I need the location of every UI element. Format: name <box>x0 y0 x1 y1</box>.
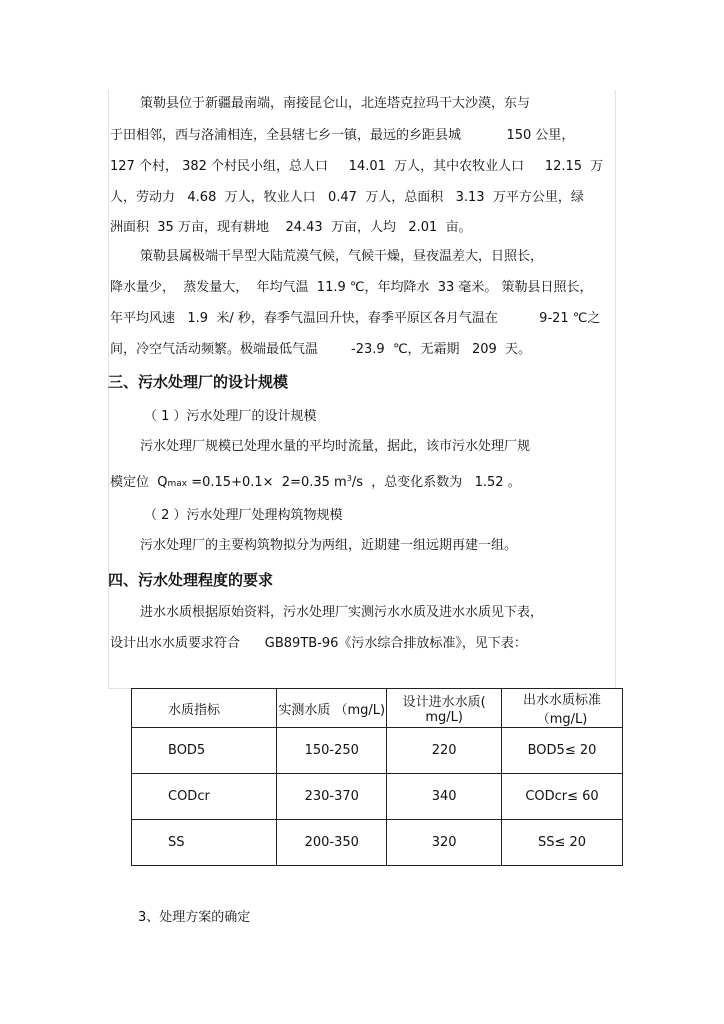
cell-measured: 150-250 <box>277 728 387 774</box>
cell-design: 340 <box>387 774 502 820</box>
section4-heading: 四、污水处理程度的要求 <box>108 571 274 589</box>
formula-sup: 3 <box>346 474 352 483</box>
formula-c: /s ，总变化系数为 1.52 。 <box>351 475 521 490</box>
section3-para3: 污水处理厂的主要构筑物拟分为两组，近期建一组远期再建一组。 <box>140 538 518 553</box>
cell-measured: 200-350 <box>277 820 387 866</box>
table-header-row <box>132 689 623 728</box>
para1-line2: 于田相邻，西与洛浦相连，全县辖七乡一镇，最远的乡距县城 150 公里， <box>110 128 575 143</box>
cell-indicator: BOD5 <box>132 728 277 774</box>
table-row <box>132 774 623 820</box>
header-measured: 实测水质 （mg/L) <box>277 689 387 728</box>
cell-indicator: SS <box>132 820 277 866</box>
table-row <box>132 728 623 774</box>
section-heading-3: 3、处理方案的确定 <box>138 910 251 925</box>
section3-heading: 三、污水处理厂的设计规模 <box>108 373 289 391</box>
header-design-inflow: 设计进水水质( mg/L) <box>387 689 502 728</box>
para1-line4: 人，劳动力 4.68 万人，牧业人口 0.47 万人，总面积 3.13 万平方公里，绿 <box>110 190 584 205</box>
section3-formula <box>110 470 615 493</box>
table-row <box>132 820 623 866</box>
para1-line5: 洲面积 35 万亩，现有耕地 24.43 万亩，人均 2.01 亩。 <box>110 220 472 235</box>
cell-measured: 230-370 <box>277 774 387 820</box>
para2-line1: 策勒县属极端干旱型大陆荒漠气候，气候干燥，昼夜温差大，日照长， <box>140 249 544 264</box>
cell-indicator: CODcr <box>132 774 277 820</box>
para2-line2: 降水量少， 蒸发量大， 年均气温 11.9 ℃，年均降水 33 毫米。 策勒县日照长， <box>110 280 593 295</box>
cell-standard: SS≤ 20 <box>502 820 623 866</box>
section4-para1: 进水水质根据原始资料，污水处理厂实测污水水质及进水水质见下表， <box>140 605 544 620</box>
formula-b: =0.15+0.1× 2=0.35 m <box>187 475 347 490</box>
cell-standard: BOD5≤ 20 <box>502 728 623 774</box>
para2-line3: 年平均风速 1.9 米/ 秒，春季气温回升快，春季平原区各月气温在 9-21 ℃之 <box>110 311 601 326</box>
section4-para2: 设计出水水质要求符合 GB89TB-96《污水综合排放标准》，见下表： <box>110 636 527 651</box>
cell-design: 220 <box>387 728 502 774</box>
para1-line1: 策勒县位于新疆最南端，南接昆仑山，北连塔克拉玛干大沙漠，东与 <box>140 96 531 111</box>
header-effluent-standard: 出水水质标准（mg/L) <box>502 689 623 728</box>
water-quality-table <box>131 688 623 866</box>
cell-design: 320 <box>387 820 502 866</box>
section3-sub2: （ 2 ）污水处理厂处理构筑物规模 <box>144 508 343 523</box>
header-indicator: 水质指标 <box>132 689 277 728</box>
formula-sub: max <box>167 479 188 489</box>
para2-line4: 间，冷空气活动频繁。极端最低气温 -23.9 ℃，无霜期 209 天。 <box>110 342 532 357</box>
para1-line3: 127 个村， 382 个村民小组，总人口 14.01 万人，其中农牧业人口 12.15 万 <box>110 159 604 174</box>
formula-a: 模定位 Q <box>110 475 168 490</box>
section3-para1: 污水处理厂规模已处理水量的平均时流量，据此，该市污水处理厂规 <box>140 439 531 454</box>
section3-sub1: （ 1 ）污水处理厂的设计规模 <box>144 409 317 424</box>
cell-standard: CODcr≤ 60 <box>502 774 623 820</box>
